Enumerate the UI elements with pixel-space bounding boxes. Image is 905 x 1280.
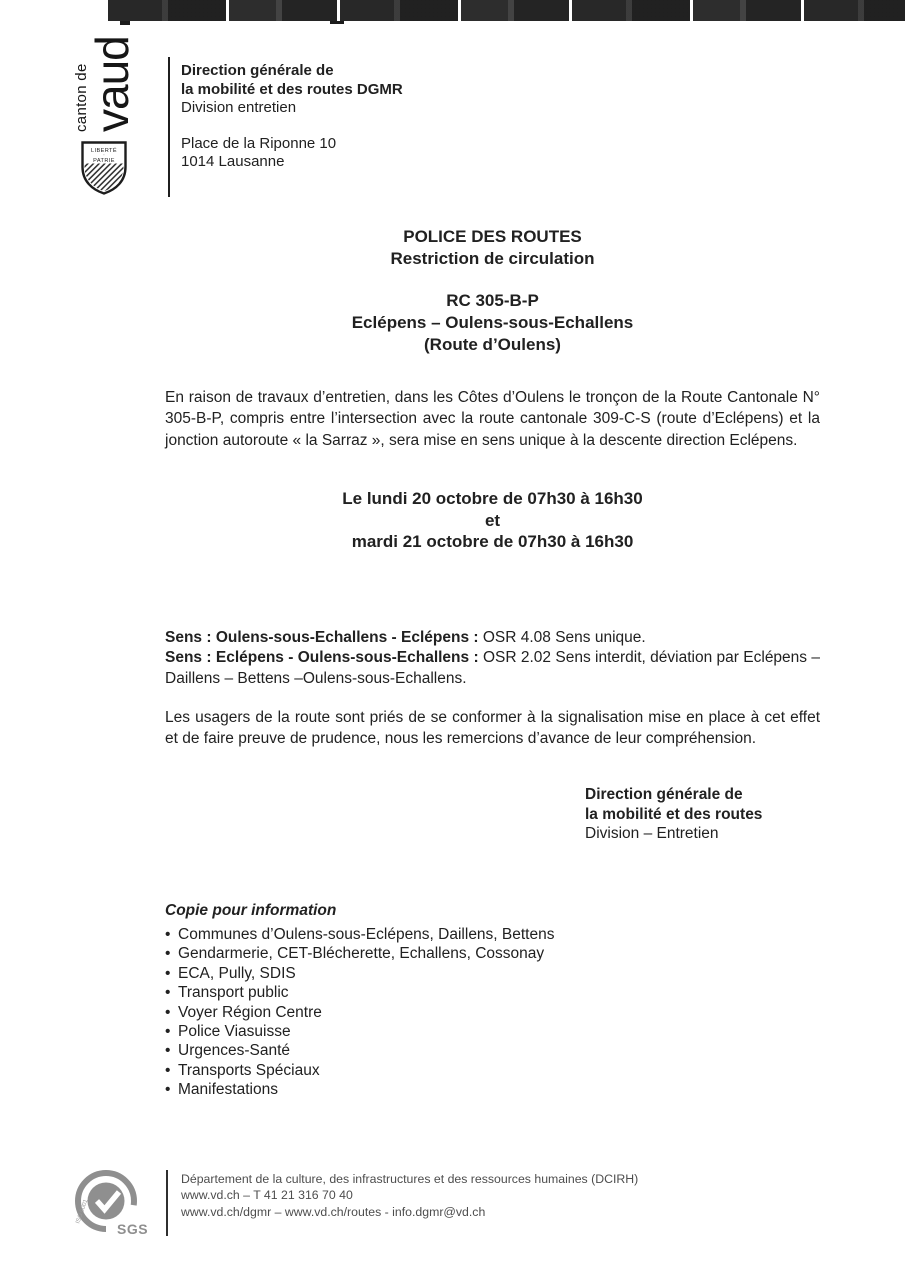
- bullet-icon: •: [165, 964, 171, 982]
- sens-2-label: Sens : Eclépens - Oulens-sous-Echallens :: [165, 649, 479, 666]
- sender-org-line1: Direction générale de: [181, 62, 334, 79]
- list-item: [165, 1003, 554, 1022]
- iso-9001-label: ISO 9001: [75, 1198, 90, 1225]
- recipient-transport-public: Transport public: [178, 984, 289, 1002]
- shield-motto-liberte: LIBERTÉ: [90, 148, 118, 154]
- closure-date-conjunction: et: [484, 510, 501, 530]
- vaud-coat-of-arms-icon: [81, 141, 127, 195]
- intro-paragraph: En raison de travaux d’entretien, dans les Côtes d’Oulens le tronçon de la Route Cantonale N° 305-B-P, compris entre l’intersection avec la route cantonale 309-C-S (route d’Eclépens) et la jonction autoroute « la Sarraz », sera mise en sens unique à la descente direction Eclépens.: [165, 388, 820, 449]
- bullet-icon: •: [165, 984, 171, 1002]
- list-item: [165, 944, 554, 963]
- recipient-urgences-sante: Urgences-Santé: [178, 1042, 291, 1060]
- sens-2-text: OSR 2.02 Sens interdit, déviation par Eclépens – Daillens – Bettens –Oulens-sous-Echallens.: [165, 649, 820, 687]
- copy-heading: Copie pour information: [165, 902, 337, 919]
- recipient-transports-speciaux: Transports Spéciaux: [178, 1061, 320, 1079]
- closure-date-1: Le lundi 20 octobre de 07h30 à 16h30: [342, 489, 643, 508]
- scan-artifact-band: [108, 0, 905, 21]
- signature-division: Division – Entretien: [585, 825, 719, 842]
- closure-dates-block: [165, 488, 820, 553]
- shield-motto-patrie: PATRIE: [93, 157, 115, 164]
- signature-org-line1: Direction générale de: [585, 786, 743, 803]
- recipient-gendarmerie: Gendarmerie, CET-Blécherette, Echallens, Cossonay: [178, 945, 545, 963]
- list-item: [165, 1080, 554, 1099]
- sgs-badge-disc: [88, 1183, 125, 1220]
- bullet-icon: •: [165, 1023, 171, 1041]
- header-divider-line: [168, 57, 170, 197]
- recipient-voyer: Voyer Région Centre: [178, 1003, 322, 1021]
- footer-divider-line: [166, 1170, 168, 1236]
- signature-block: [585, 785, 762, 844]
- footer-department: Département de la culture, des infrastructures et des ressources humaines (DCIRH): [181, 1172, 639, 1186]
- footer-block: [181, 1171, 638, 1220]
- bullet-icon: •: [165, 926, 171, 943]
- bullet-icon: •: [165, 1003, 171, 1021]
- copy-for-information-section: [165, 902, 554, 1100]
- logo-vaud-text: vaud: [86, 36, 138, 132]
- courtesy-paragraph: Les usagers de la route sont priés de se conformer à la signalisation mise en place à cet effet et de faire preuve de prudence, nous les remercions d’avance de leur compréhension.: [165, 708, 820, 747]
- recipient-eca: ECA, Pully, SDIS: [178, 964, 296, 982]
- road-name: Eclépens – Oulens-sous-Echallens: [351, 313, 634, 332]
- footer-contact: www.vd.ch – T 41 21 316 70 40: [181, 1188, 353, 1203]
- sgs-label: SGS: [117, 1221, 149, 1237]
- canton-vaud-logo: [73, 34, 138, 132]
- sgs-certification-badge-icon: [70, 1167, 170, 1241]
- list-item: [165, 925, 554, 944]
- recipient-communes: Communes d’Oulens-sous-Eclépens, Daillens, Bettens: [178, 926, 555, 943]
- scan-artifact-nub: [120, 21, 130, 25]
- list-item: [165, 983, 554, 1002]
- recipient-manifestations: Manifestations: [178, 1081, 278, 1099]
- document-title-block: [165, 226, 820, 356]
- bullet-icon: •: [165, 1042, 171, 1060]
- sender-street: Place de la Riponne 10: [181, 134, 337, 152]
- sender-block: [181, 62, 403, 172]
- title-police-des-routes: POLICE DES ROUTES: [403, 227, 582, 246]
- traffic-direction-block: [165, 628, 820, 690]
- road-detail: (Route d’Oulens): [424, 335, 561, 354]
- sens-1-text: OSR 4.08 Sens unique.: [478, 628, 646, 646]
- title-restriction: Restriction de circulation: [390, 249, 595, 268]
- closure-date-2: mardi 21 octobre de 07h30 à 16h30: [351, 532, 634, 551]
- footer-links: www.vd.ch/dgmr – www.vd.ch/routes - info.dgmr@vd.ch: [181, 1204, 486, 1219]
- list-item: [165, 1061, 554, 1080]
- list-item: [165, 1022, 554, 1041]
- sender-division: Division entretien: [181, 99, 297, 116]
- bullet-icon: •: [165, 1061, 171, 1079]
- signature-org-line2: la mobilité et des routes: [585, 805, 763, 823]
- bullet-icon: •: [165, 945, 171, 963]
- bullet-icon: •: [165, 1081, 171, 1099]
- sender-org-line2: la mobilité et des routes DGMR: [181, 80, 403, 98]
- logo-canton-text: canton de: [73, 63, 90, 132]
- recipient-police-viasuisse: Police Viasuisse: [178, 1023, 291, 1041]
- shield-motto-separator: ·: [103, 152, 105, 159]
- list-item: [165, 1041, 554, 1060]
- sens-1-label: Sens : Oulens-sous-Echallens - Eclépens :: [165, 628, 479, 646]
- scan-artifact-nub: [330, 21, 344, 24]
- list-item: [165, 964, 554, 983]
- sender-city: 1014 Lausanne: [181, 153, 285, 170]
- copy-recipient-list: [165, 925, 554, 1100]
- canton-vaud-wordmark: [73, 34, 138, 132]
- road-reference: RC 305-B-P: [446, 291, 539, 310]
